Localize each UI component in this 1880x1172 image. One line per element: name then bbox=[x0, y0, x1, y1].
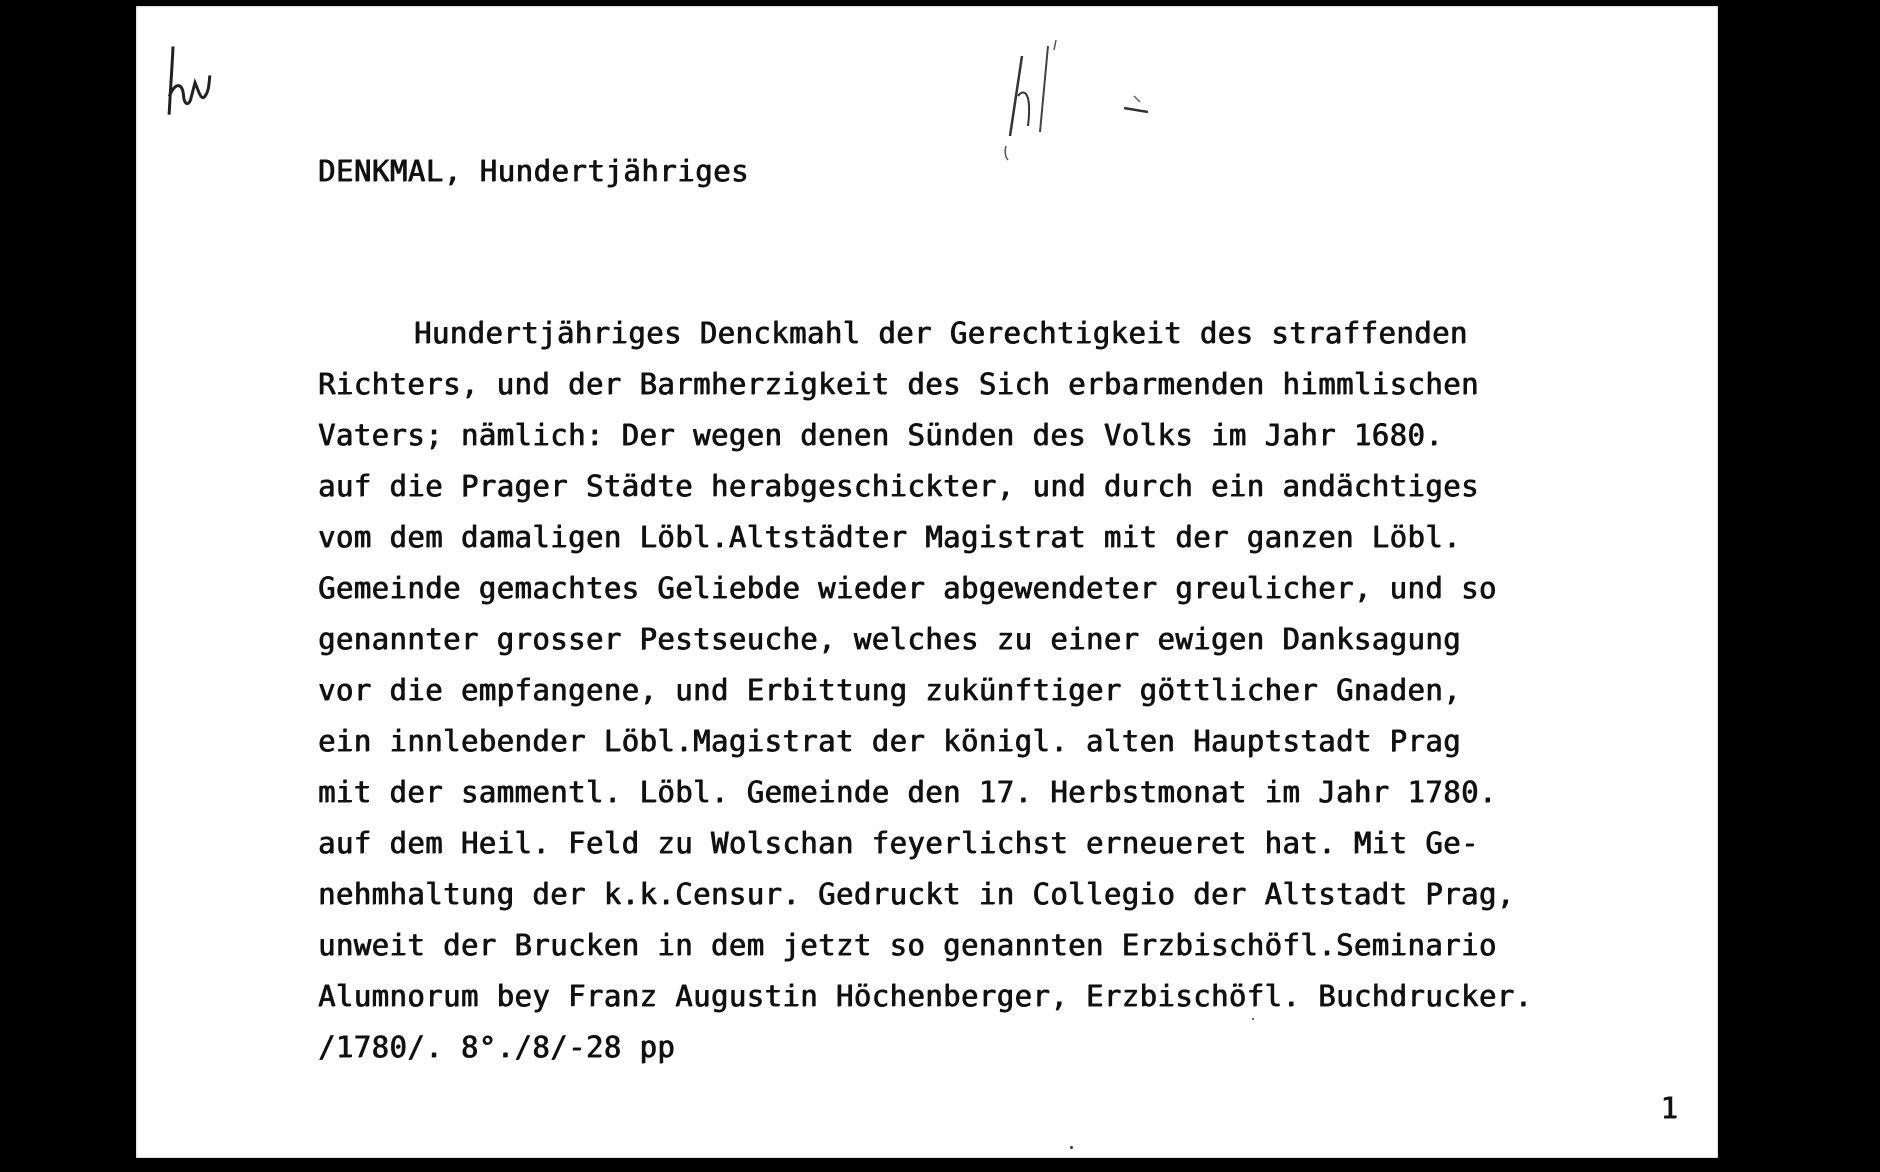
body-line: mit der sammentl. Löbl. Gemeinde den 17. Herbstmonat im Jahr 1780. bbox=[318, 775, 1497, 809]
body-line: auf die Prager Städte herabgeschickter, und durch ein andächtiges bbox=[318, 469, 1479, 503]
body-line: Gemeinde gemachtes Geliebde wieder abgewendeter greulicher, und so bbox=[318, 571, 1497, 605]
page-number: 1 bbox=[1660, 1091, 1678, 1125]
body-line: nehmhaltung der k.k.Censur. Gedruckt in Collegio der Altstadt Prag, bbox=[318, 877, 1515, 911]
body-line: /1780/. 8°./8/-28 pp bbox=[318, 1030, 676, 1064]
handwritten-initials-icon bbox=[145, 34, 230, 127]
body-line: auf dem Heil. Feld zu Wolschan feyerlichst erneueret hat. Mit Ge- bbox=[318, 826, 1479, 860]
card-heading: DENKMAL, Hundertjähriges bbox=[318, 154, 750, 188]
body-line: Vaters; nämlich: Der wegen denen Sünden des Volks im Jahr 1680. bbox=[318, 418, 1444, 452]
catalog-card bbox=[136, 6, 1718, 1158]
handwritten-mark-left bbox=[145, 34, 233, 142]
handwritten-scribble-icon bbox=[996, 36, 1176, 166]
body-line: unweit der Brucken in dem jetzt so genannten Erzbischöfl.Seminario bbox=[318, 928, 1497, 962]
scan-speck bbox=[1070, 1146, 1073, 1149]
body-line: Richters, und der Barmherzigkeit des Sich erbarmenden himmlischen bbox=[318, 367, 1479, 401]
scan-speck bbox=[1252, 1018, 1254, 1020]
handwritten-mark-center bbox=[996, 36, 1176, 166]
card-body bbox=[318, 308, 1698, 1073]
body-line: Alumnorum bey Franz Augustin Höchenberger, Erzbischöfl. Buchdrucker. bbox=[318, 979, 1533, 1013]
body-line: Hundertjähriges Denckmahl der Gerechtigkeit des straffenden bbox=[414, 316, 1468, 350]
body-line: vom dem damaligen Löbl.Altstädter Magistrat mit der ganzen Löbl. bbox=[318, 520, 1462, 554]
body-line: vor die empfangene, und Erbittung zukünftiger göttlicher Gnaden, bbox=[318, 673, 1462, 707]
body-line: genannter grosser Pestseuche, welches zu einer ewigen Danksagung bbox=[318, 622, 1462, 656]
body-line: ein innlebender Löbl.Magistrat der königl. alten Hauptstadt Prag bbox=[318, 724, 1462, 758]
